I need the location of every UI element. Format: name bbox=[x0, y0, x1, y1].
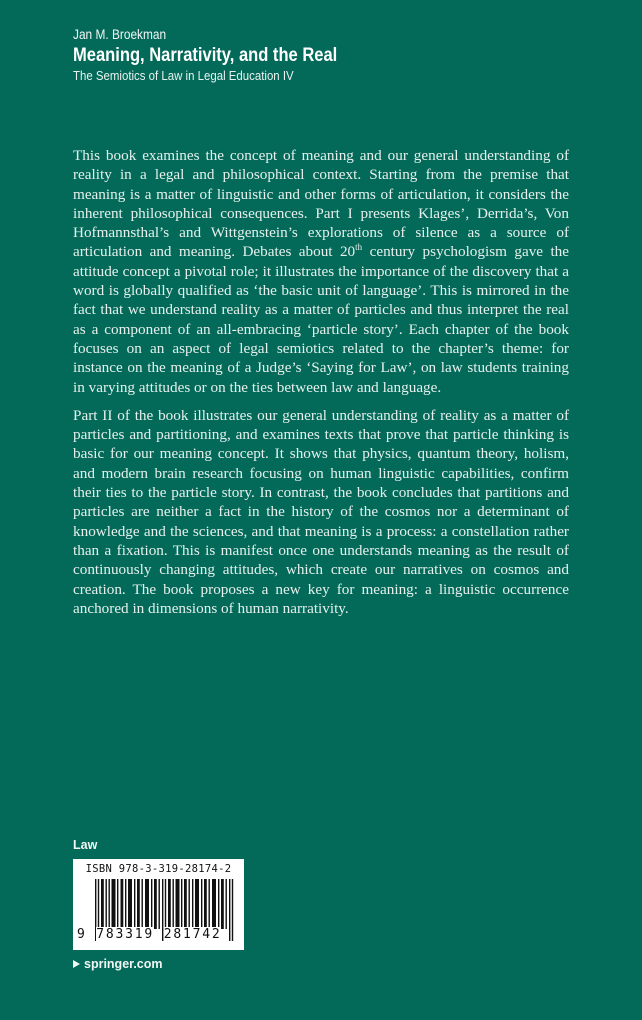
barcode-digits-right: 281742 bbox=[163, 927, 222, 942]
publisher-link[interactable] bbox=[73, 957, 163, 971]
play-arrow-icon bbox=[73, 960, 80, 968]
book-description bbox=[73, 146, 569, 627]
isbn-label: ISBN 978-3-319-28174-2 bbox=[85, 863, 232, 875]
author-name: Jan M. Broekman bbox=[73, 27, 167, 42]
description-paragraph-1 bbox=[73, 146, 569, 397]
barcode-digits-left: 783319 bbox=[96, 927, 155, 942]
barcode-lead-digit: 9 bbox=[77, 927, 87, 942]
ordinal-superscript: th bbox=[355, 242, 363, 253]
subject-category: Law bbox=[73, 838, 98, 852]
book-subtitle: The Semiotics of Law in Legal Education IV bbox=[73, 68, 294, 83]
barcode-digits bbox=[77, 927, 221, 942]
isbn-barcode bbox=[73, 859, 244, 950]
publisher-url[interactable]: springer.com bbox=[84, 957, 163, 971]
description-paragraph-2: Part II of the book illustrates our general understanding of reality as a matter of particles and partitioning, and examines texts that prove that particle thinking is basic for our meaning concept. It shows that physics, quantum theory, holism, and modern brain research focusing on human linguistic capabilities, confirm their ties to the particle story. In contrast, the book concludes that partitions and particles are neither a fact in the history of the cosmos nor a determinant of knowledge and the sciences, and that meaning is a process: a constellation rather than a fixation. This is manifest once one understands meaning as the result of continuously changing attitudes, which create our narratives on cosmos and creation. The book proposes a new key for meaning: a linguistic occurrence anchored in dimensions of human narrativity. bbox=[73, 406, 569, 617]
paragraph-1-text-a: This book examines the concept of meaning and our general understanding of reality in a legal and philosophical context. Starting from the premise that meaning is a matter of linguistic and other forms of articulation, it considers the inherent philosophical consequences. Part I presents Klages’, Derrida’s, Von Hofmannsthal’s and Wittgenstein’s explorations of silence as a source of articulation and meaning. Debates about 20 bbox=[73, 147, 569, 261]
cover-header bbox=[73, 26, 377, 85]
book-title: Meaning, Narrativity, and the Real bbox=[73, 45, 338, 66]
paragraph-1-text-b: century psychologism gave the attitude concept a pivotal role; it illustrates the importance of the discovery that a word is globally qualified as ‘the basic unit of language’. This is mirrored in the fact that we understand reality as a matter of particles and thus interpret the real as a component of an all-embracing ‘particle story’. Each chapter of the book focuses on an aspect of legal semiotics related to the chapter’s theme: for instance on the meaning of a Judge’s ‘Saying for Law’, on law students training in varying attitudes or on the ties between law and language. bbox=[73, 243, 570, 396]
